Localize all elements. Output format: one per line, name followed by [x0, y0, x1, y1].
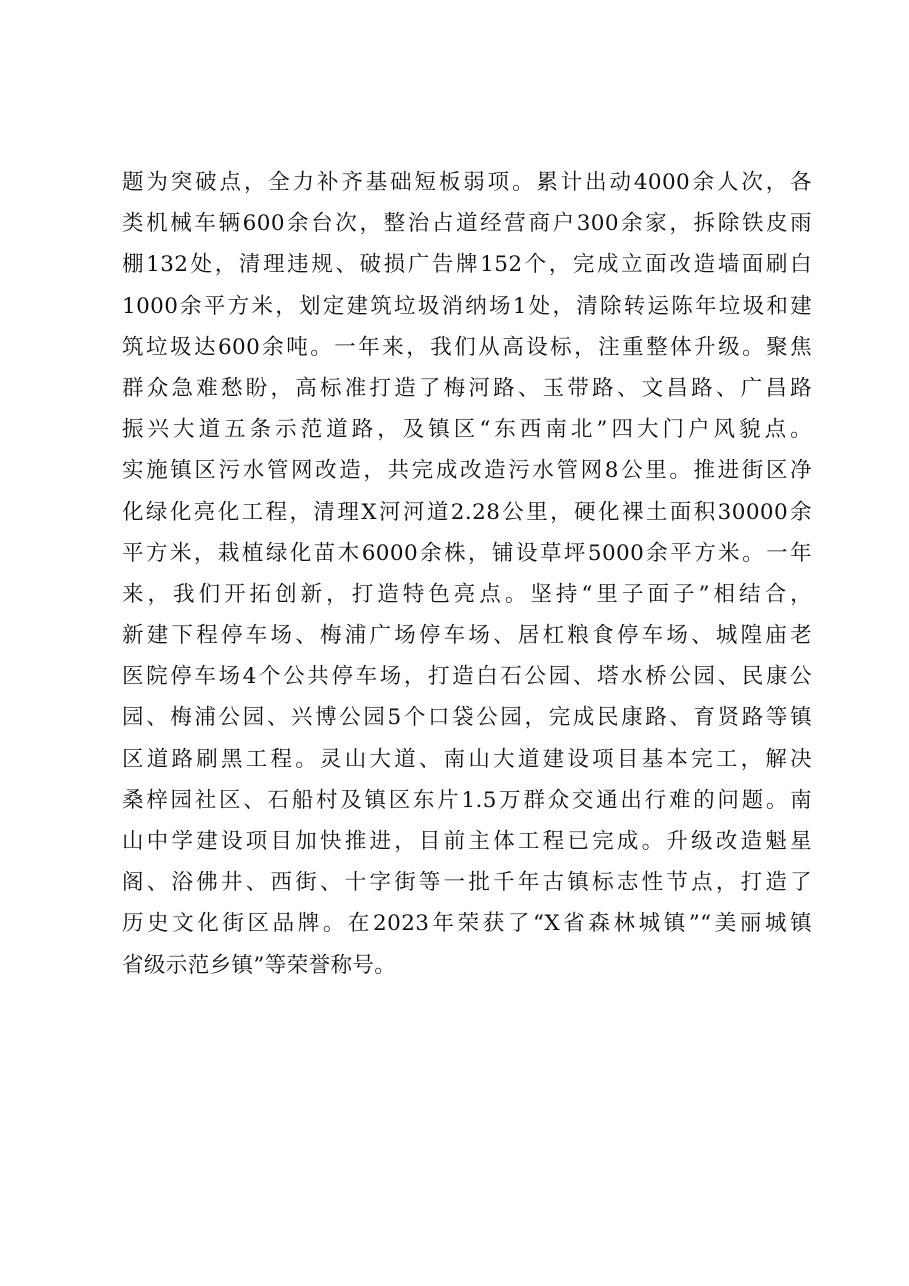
body-paragraph: [122, 162, 812, 986]
text-line: 历史文化街区品牌。在2023年荣获了“X省森林城镇”“美丽城镇: [122, 911, 812, 937]
text-line: 平方米，栽植绿化苗木6000余株，铺设草坪5000余平方米。一年: [122, 540, 812, 566]
text-line: 类机械车辆600余台次，整治占道经营商户300余家，拆除铁皮雨: [122, 211, 812, 237]
text-line: 阁、浴佛井、西街、十字街等一批千年古镇标志性节点，打造了: [122, 870, 812, 896]
text-line: 医院停车场4个公共停车场，打造白石公园、塔水桥公园、民康公: [122, 664, 812, 690]
text-line: 化绿化亮化工程，清理X河河道2.28公里，硬化裸土面积30000余: [122, 499, 812, 525]
text-line: 1000余平方米，划定建筑垃圾消纳场1处，清除转运陈年垃圾和建: [122, 293, 812, 319]
text-line: 桑梓园社区、石船村及镇区东片1.5万群众交通出行难的问题。南: [122, 787, 812, 813]
text-line: 棚132处，清理违规、破损广告牌152个，完成立面改造墙面刷白: [122, 252, 812, 278]
text-line: 新建下程停车场、梅浦广场停车场、居杠粮食停车场、城隍庙老: [122, 623, 812, 649]
text-line: 区道路刷黑工程。灵山大道、南山大道建设项目基本完工，解决: [122, 746, 812, 772]
text-line: 来，我们开拓创新，打造特色亮点。坚持“里子面子”相结合，: [122, 581, 812, 607]
text-line: 振兴大道五条示范道路，及镇区“东西南北”四大门户风貌点。: [122, 417, 812, 443]
text-line: 省级示范乡镇”等荣誉称号。: [122, 952, 397, 978]
text-line: 山中学建设项目加快推进，目前主体工程已完成。升级改造魁星: [122, 829, 812, 854]
text-line: 群众急难愁盼，高标准打造了梅河路、玉带路、文昌路、广昌路: [122, 375, 812, 401]
text-line: 筑垃圾达600余吨。一年来，我们从高设标，注重整体升级。聚焦: [122, 334, 812, 360]
text-line: 园、梅浦公园、兴博公园5个口袋公园，完成民康路、育贤路等镇: [122, 705, 812, 731]
text-line: 题为突破点，全力补齐基础短板弱项。累计出动4000余人次，各: [122, 170, 812, 195]
text-line: 实施镇区污水管网改造，共完成改造污水管网8公里。推进街区净: [122, 458, 812, 484]
